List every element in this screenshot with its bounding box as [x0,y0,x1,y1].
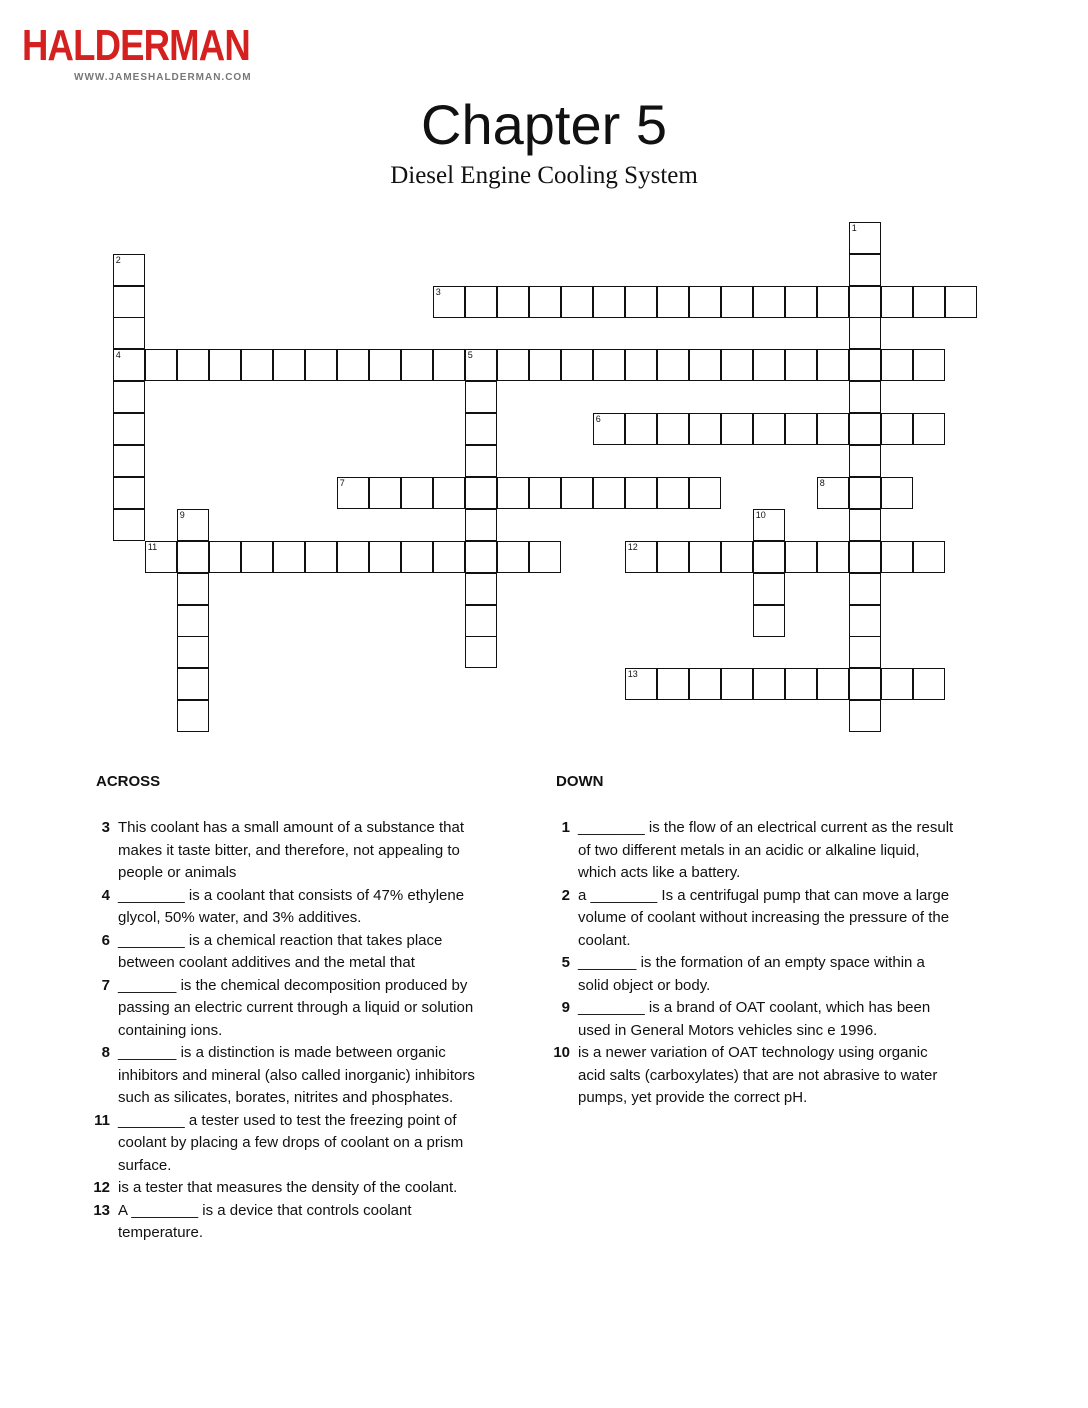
across-clue [82,1042,500,1110]
clue-number: 12 [93,1179,110,1196]
clue-text: ________ is a chemical reaction that takes place between coolant additives and the metal that [118,931,443,971]
crossword-cell[interactable] [497,541,529,573]
crossword-cell[interactable] [689,413,721,445]
across-clue [82,930,500,975]
crossword-cell[interactable] [177,668,209,700]
crossword-cell[interactable] [305,541,337,573]
crossword-cell[interactable] [753,668,785,700]
clue-number: 4 [115,350,121,361]
clue-number: 12 [627,541,638,552]
crossword-cell[interactable] [945,286,977,318]
clue-number: 4 [101,886,110,904]
crossword-cell[interactable] [401,477,433,509]
clue-text: ________ is the flow of an electrical current as the result of two different metals in an acidic or alkaline liquid, which acts like a battery. [578,819,954,881]
crossword-cell[interactable] [177,573,209,605]
crossword-cell[interactable] [113,254,145,286]
clue-number: 9 [561,999,570,1016]
crossword-cell[interactable] [657,541,689,573]
clue-text: a ________ Is a centrifugal pump that can move a large volume of coolant without increasing the pressure of the coolant. [578,886,950,949]
crossword-cell[interactable] [657,477,689,509]
crossword-cell[interactable] [753,349,785,381]
crossword-cell[interactable] [913,349,945,381]
crossword-cell[interactable] [689,349,721,381]
clue-number: 10 [755,509,766,520]
crossword-cell[interactable] [529,541,561,573]
crossword-cell[interactable] [881,349,913,381]
crossword-cell[interactable] [113,317,145,349]
crossword-cell[interactable] [817,541,849,573]
crossword-cell[interactable] [113,445,145,477]
clue-number: 7 [339,477,345,488]
crossword-cell[interactable] [113,413,145,445]
down-clue [542,1042,958,1110]
crossword-cell[interactable] [273,541,305,573]
clue-text: _______ is the formation of an empty space within a solid object or body. [578,954,925,994]
crossword-cell[interactable] [465,286,497,318]
down-heading: DOWN [556,773,604,790]
crossword-cell[interactable] [913,668,945,700]
crossword-cell[interactable] [913,541,945,573]
crossword-cell[interactable] [689,541,721,573]
crossword-cell[interactable] [849,413,881,445]
crossword-cell[interactable] [881,668,913,700]
across-clue [82,975,500,1043]
crossword-cell[interactable] [721,668,753,700]
crossword-cell[interactable] [113,349,145,381]
crossword-cell[interactable] [849,445,881,477]
crossword-cell[interactable] [369,541,401,573]
clue-text: is a tester that measures the density of the coolant. [118,1179,458,1196]
crossword-cell[interactable] [849,509,881,541]
crossword-cell[interactable] [241,349,273,381]
crossword-cell[interactable] [529,349,561,381]
crossword-cell[interactable] [113,381,145,413]
logo-url: WWW.JAMESHALDERMAN.COM [74,72,252,83]
crossword-cell[interactable] [625,541,657,573]
across-clue [82,1177,500,1200]
crossword-cell[interactable] [881,541,913,573]
crossword-cell[interactable] [849,541,881,573]
across-heading: ACROSS [96,773,161,790]
logo-brand: HALDERMAN [22,21,250,70]
crossword-cell[interactable] [849,222,881,254]
crossword-cell[interactable] [497,349,529,381]
crossword-cell[interactable] [689,477,721,509]
crossword-cell[interactable] [785,349,817,381]
clue-number: 3 [101,819,110,836]
clue-number: 2 [115,254,121,265]
crossword-cell[interactable] [209,349,241,381]
down-clue [542,885,958,953]
crossword-cell[interactable] [881,286,913,318]
down-clue-list [542,817,958,1110]
clue-number: 2 [561,886,570,904]
across-clue [82,1200,500,1245]
crossword-cell[interactable] [113,509,145,541]
down-clue [542,817,958,885]
across-clue-list [82,817,500,1245]
crossword-cell[interactable] [849,700,881,732]
crossword-cell[interactable] [625,668,657,700]
crossword-cell[interactable] [177,636,209,668]
crossword-cell[interactable] [849,605,881,637]
crossword-cell[interactable] [689,668,721,700]
crossword-cell[interactable] [433,349,465,381]
crossword-cell[interactable] [241,541,273,573]
crossword-cell[interactable] [849,317,881,349]
clue-text: _______ is the chemical decomposition produced by passing an electric current through a liquid or solution containing ions. [118,976,474,1039]
clue-number: 3 [435,286,441,297]
clue-number: 11 [147,541,158,552]
crossword-cell[interactable] [753,413,785,445]
crossword-cell[interactable] [561,349,593,381]
clue-number: 1 [851,222,857,233]
crossword-cell[interactable] [721,413,753,445]
crossword-cell[interactable] [465,413,497,445]
crossword-cell[interactable] [721,349,753,381]
clue-number: 5 [561,954,570,971]
crossword-cell[interactable] [465,445,497,477]
crossword-cell[interactable] [465,541,497,573]
crossword-cell[interactable] [177,541,209,573]
crossword-cell[interactable] [817,286,849,318]
crossword-cell[interactable] [497,477,529,509]
crossword-cell[interactable] [177,509,209,541]
crossword-cell[interactable] [785,541,817,573]
crossword-cell[interactable] [497,286,529,318]
crossword-cell[interactable] [401,349,433,381]
crossword-cell[interactable] [401,541,433,573]
crossword-cell[interactable] [209,541,241,573]
clue-text: ________ is a coolant that consists of 47% ethylene glycol, 50% water, and 3% additives. [118,886,465,926]
crossword-cell[interactable] [337,349,369,381]
crossword-cell[interactable] [657,286,689,318]
crossword-cell[interactable] [561,477,593,509]
crossword-cell[interactable] [593,349,625,381]
crossword-cell[interactable] [849,573,881,605]
crossword-cell[interactable] [849,349,881,381]
crossword-cell[interactable] [465,349,497,381]
crossword-cell[interactable] [657,413,689,445]
crossword-cell[interactable] [433,541,465,573]
crossword-cell[interactable] [657,349,689,381]
crossword-cell[interactable] [753,286,785,318]
crossword-cell[interactable] [881,477,913,509]
page-title: Chapter 5 [421,93,667,156]
clue-text: ________ a tester used to test the freezing point of coolant by placing a few drops of coolant on a prism surface. [118,1111,464,1174]
crossword-cell[interactable] [753,541,785,573]
crossword-cell[interactable] [625,477,657,509]
crossword-cell[interactable] [753,605,785,637]
down-clue [542,952,958,997]
clue-text: ________ is a brand of OAT coolant, which has been used in General Motors vehicles sinc e 1996. [578,999,931,1039]
crossword-cell[interactable] [561,286,593,318]
crossword-cell[interactable] [465,605,497,637]
clue-number: 9 [179,509,185,520]
crossword-cell[interactable] [465,509,497,541]
clue-number: 7 [101,976,110,994]
across-clue [82,817,500,885]
crossword-cell[interactable] [529,477,561,509]
crossword-cell[interactable] [465,636,497,668]
across-clue [82,1110,500,1178]
crossword-cell[interactable] [113,477,145,509]
crossword-cell[interactable] [465,477,497,509]
crossword-cell[interactable] [817,668,849,700]
clue-text: A ________ is a device that controls coolant temperature. [118,1201,412,1241]
crossword-cell[interactable] [721,286,753,318]
crossword-cell[interactable] [753,509,785,541]
clue-number: 6 [595,414,601,425]
crossword-cell[interactable] [913,286,945,318]
crossword-cell[interactable] [849,668,881,700]
clue-number: 13 [93,1201,110,1219]
clue-number: 8 [101,1044,110,1061]
clue-number: 1 [561,819,570,836]
clue-number: 6 [101,931,110,949]
crossword-cell[interactable] [177,605,209,637]
page-subtitle: Diesel Engine Cooling System [390,162,698,189]
crossword-cell[interactable] [753,573,785,605]
crossword-cell[interactable] [433,286,465,318]
crossword-cell[interactable] [849,381,881,413]
crossword-cell[interactable] [465,573,497,605]
crossword-cell[interactable] [593,477,625,509]
crossword-cell[interactable] [817,477,849,509]
clue-number: 5 [467,350,473,361]
crossword-cell[interactable] [817,349,849,381]
across-clue [82,885,500,930]
down-clue [542,997,958,1042]
crossword-cell[interactable] [593,286,625,318]
crossword-cell[interactable] [433,477,465,509]
crossword-cell[interactable] [913,413,945,445]
crossword-cell[interactable] [465,381,497,413]
crossword-cell[interactable] [305,349,337,381]
crossword-cell[interactable] [625,286,657,318]
crossword-cell[interactable] [785,668,817,700]
crossword-cell[interactable] [177,700,209,732]
crossword-cell[interactable] [529,286,561,318]
crossword-cell[interactable] [785,286,817,318]
crossword-cell[interactable] [849,636,881,668]
crossword-cell[interactable] [145,541,177,573]
clue-text: This coolant has a small amount of a substance that makes it taste bitter, and therefore, not appealing to people or animals [118,819,465,881]
crossword-cell[interactable] [881,413,913,445]
crossword-cell[interactable] [721,541,753,573]
clue-number: 10 [553,1044,570,1061]
crossword-cell[interactable] [369,477,401,509]
clue-number: 13 [627,669,638,680]
crossword-cell[interactable] [849,286,881,318]
clue-text: _______ is a distinction is made between organic inhibitors and mineral (also called inorganic) inhibitors such as silicates, borates, nitrites and phosphates. [118,1044,475,1106]
crossword-cell[interactable] [625,349,657,381]
crossword-cell[interactable] [625,413,657,445]
crossword-cell[interactable] [817,413,849,445]
crossword-cell[interactable] [849,254,881,286]
crossword-cell[interactable] [849,477,881,509]
crossword-cell[interactable] [689,286,721,318]
crossword-cell[interactable] [177,349,209,381]
crossword-cell[interactable] [337,541,369,573]
crossword-cell[interactable] [785,413,817,445]
crossword-cell[interactable] [145,349,177,381]
crossword-cell[interactable] [657,668,689,700]
crossword-cell[interactable] [369,349,401,381]
crossword-cell[interactable] [337,477,369,509]
clue-number: 11 [94,1111,110,1129]
crossword-cell[interactable] [113,286,145,318]
clue-text: is a newer variation of OAT technology using organic acid salts (carboxylates) that are not abrasive to water pumps, yet provide the correct pH. [578,1044,938,1106]
clue-number: 8 [819,477,825,488]
crossword-cell[interactable] [273,349,305,381]
crossword-cell[interactable] [593,413,625,445]
